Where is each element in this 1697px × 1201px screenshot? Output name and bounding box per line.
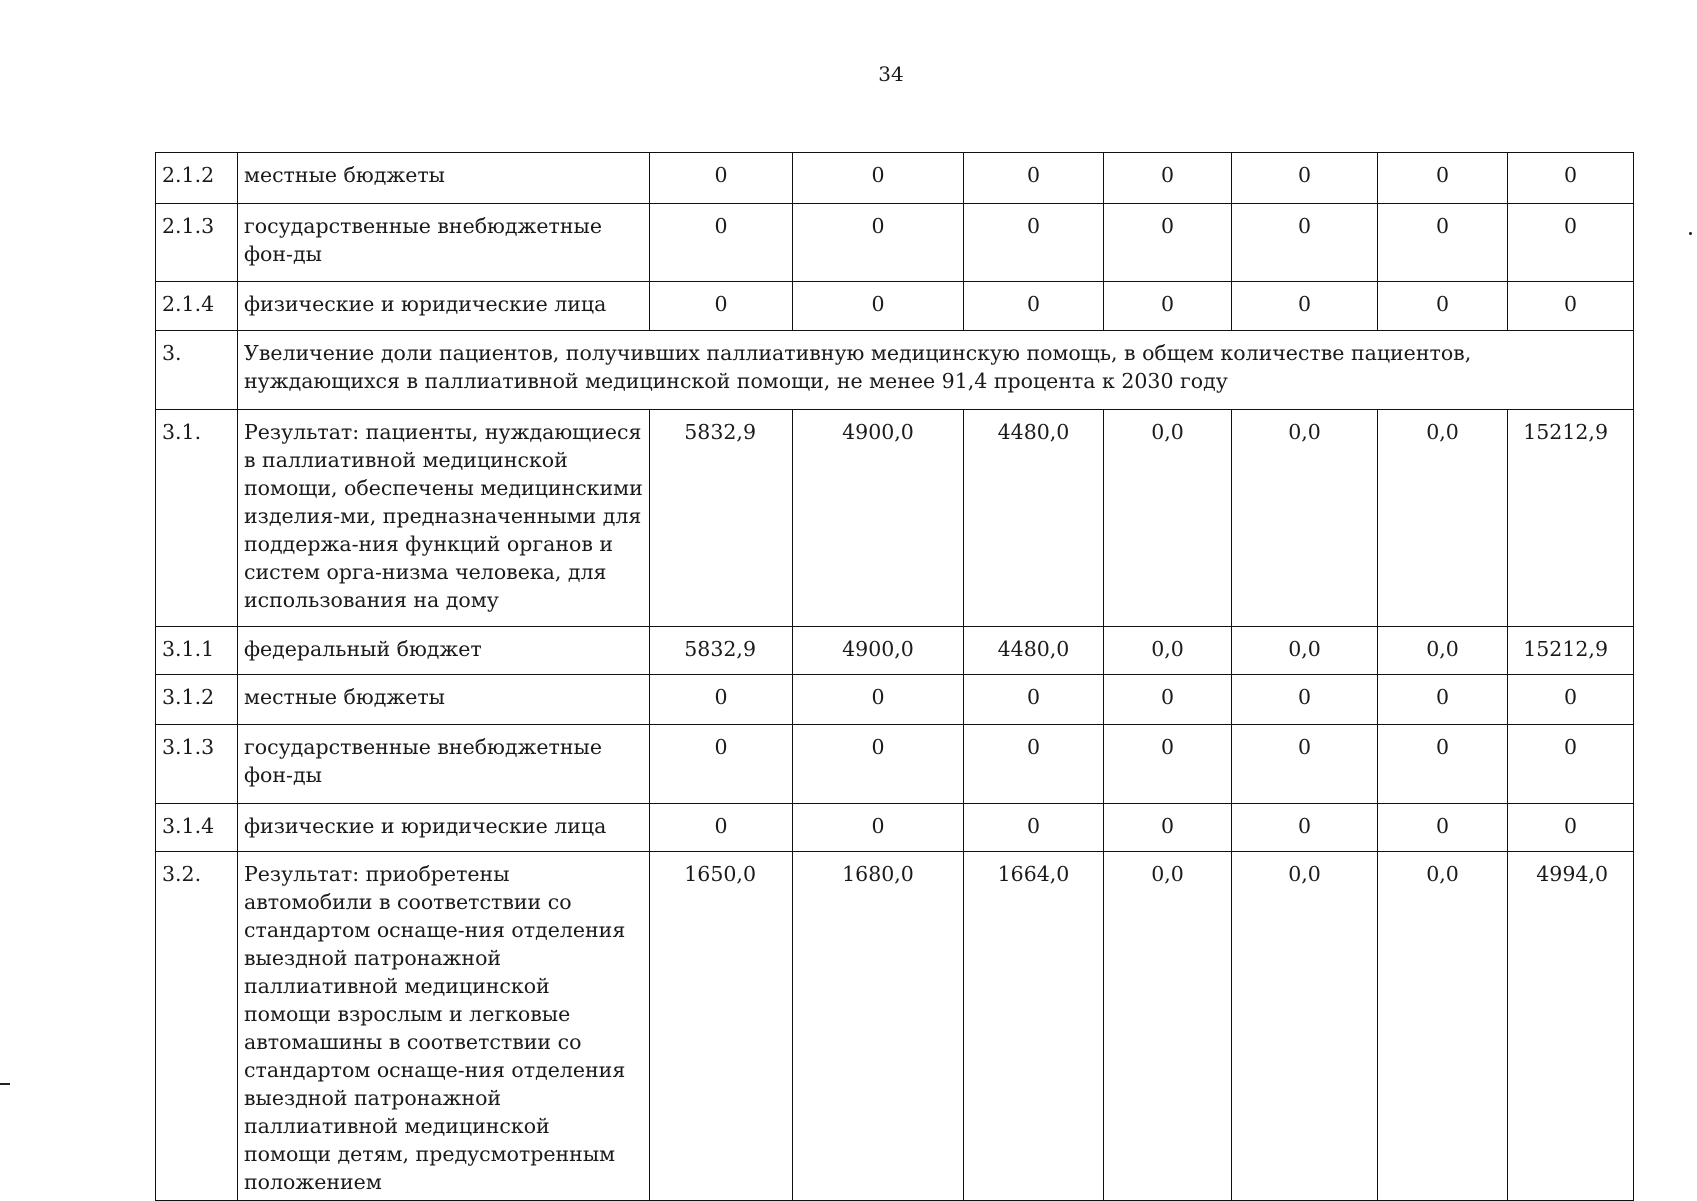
value-cell: 0 [1232,725,1378,804]
value-cell: 0 [1232,804,1378,852]
row-description: государственные внебюджетные фон-ды [238,725,650,804]
value-cell: 1680,0 [793,852,964,1201]
value-cell: 0 [1378,804,1508,852]
row-number: 2.1.2 [156,153,238,204]
row-number: 2.1.4 [156,282,238,331]
row-description: местные бюджеты [238,675,650,725]
value-cell: 0 [964,675,1104,725]
value-cell: 15212,9 [1508,627,1634,675]
value-cell: 0 [793,804,964,852]
value-cell: 0 [1378,153,1508,204]
budget-table [155,152,1634,1201]
row-description: физические и юридические лица [238,804,650,852]
value-cell: 0 [1378,282,1508,331]
row-description: Увеличение доли пациентов, получивших паллиативную медицинскую помощь, в общем количестве пациентов, нуждающихся в паллиативной медицинской помощи, не менее 91,4 процента к 2030 году [238,331,1634,410]
value-cell: 0 [650,282,793,331]
value-cell: 0 [1104,153,1232,204]
row-number: 3.1.4 [156,804,238,852]
value-cell: 0 [1378,204,1508,282]
value-cell: 0,0 [1378,410,1508,627]
value-cell: 0 [964,204,1104,282]
value-cell: 0 [650,675,793,725]
value-cell: 0 [1508,725,1634,804]
value-cell: 5832,9 [650,627,793,675]
value-cell: 15212,9 [1508,410,1634,627]
value-cell: 0 [1104,725,1232,804]
value-cell: 0 [650,204,793,282]
page-number: 34 [878,62,904,86]
value-cell: 0 [1508,675,1634,725]
value-cell: 0 [1508,153,1634,204]
value-cell: 4480,0 [964,410,1104,627]
row-description: Результат: пациенты, нуждающиеся в паллиативной медицинской помощи, обеспечены медицинскими изделия-ми, предназначенными для поддержа-ния функций органов и систем орга-низма человека, для использования на дому [238,410,650,627]
table-row [156,282,1634,331]
section-row [156,331,1634,410]
value-cell: 0 [650,153,793,204]
table-row [156,153,1634,204]
value-cell: 1664,0 [964,852,1104,1201]
value-cell: 0 [1104,804,1232,852]
value-cell: 0 [964,725,1104,804]
scan-mark [0,1083,10,1085]
value-cell: 5832,9 [650,410,793,627]
value-cell: 0 [1508,204,1634,282]
table-row [156,852,1634,1201]
value-cell: 0,0 [1232,852,1378,1201]
value-cell: 0 [793,153,964,204]
value-cell: 0 [650,804,793,852]
row-number: 3.1. [156,410,238,627]
value-cell: 0 [964,153,1104,204]
table-body [156,153,1634,1201]
value-cell: 0,0 [1104,852,1232,1201]
value-cell: 0 [1104,675,1232,725]
value-cell: 0 [650,725,793,804]
table-row [156,675,1634,725]
value-cell: 4900,0 [793,627,964,675]
row-number: 3. [156,331,238,410]
value-cell: 0,0 [1378,627,1508,675]
table-row [156,627,1634,675]
value-cell: 0,0 [1232,410,1378,627]
value-cell: 0 [793,282,964,331]
scan-mark [1689,232,1692,235]
value-cell: 0 [1104,204,1232,282]
value-cell: 4994,0 [1508,852,1634,1201]
table-row [156,410,1634,627]
value-cell: 0 [1232,204,1378,282]
row-description: физические и юридические лица [238,282,650,331]
value-cell: 0 [1232,675,1378,725]
value-cell: 0 [793,725,964,804]
value-cell: 0 [793,204,964,282]
table-row [156,804,1634,852]
table-row [156,725,1634,804]
budget-table-container [155,152,1633,1201]
value-cell: 1650,0 [650,852,793,1201]
row-description: местные бюджеты [238,153,650,204]
row-description: федеральный бюджет [238,627,650,675]
value-cell: 0,0 [1232,627,1378,675]
value-cell: 0,0 [1104,627,1232,675]
row-number: 3.1.1 [156,627,238,675]
value-cell: 0,0 [1104,410,1232,627]
value-cell: 0 [1378,675,1508,725]
value-cell: 0 [1378,725,1508,804]
value-cell: 0 [1232,153,1378,204]
table-row [156,204,1634,282]
value-cell: 0 [1232,282,1378,331]
value-cell: 0 [1104,282,1232,331]
value-cell: 4480,0 [964,627,1104,675]
row-number: 3.2. [156,852,238,1201]
value-cell: 0,0 [1378,852,1508,1201]
row-description: Результат: приобретены автомобили в соответствии со стандартом оснаще-ния отделения выездной патронажной паллиативной медицинской помощи взрослым и легковые автомашины в соответствии со стандартом оснаще-ния отделения выездной патронажной паллиативной медицинской помощи детям, предусмотренным положением [238,852,650,1201]
value-cell: 0 [964,804,1104,852]
row-number: 2.1.3 [156,204,238,282]
row-number: 3.1.3 [156,725,238,804]
row-number: 3.1.2 [156,675,238,725]
value-cell: 0 [793,675,964,725]
value-cell: 4900,0 [793,410,964,627]
row-description: государственные внебюджетные фон-ды [238,204,650,282]
value-cell: 0 [1508,804,1634,852]
value-cell: 0 [964,282,1104,331]
value-cell: 0 [1508,282,1634,331]
